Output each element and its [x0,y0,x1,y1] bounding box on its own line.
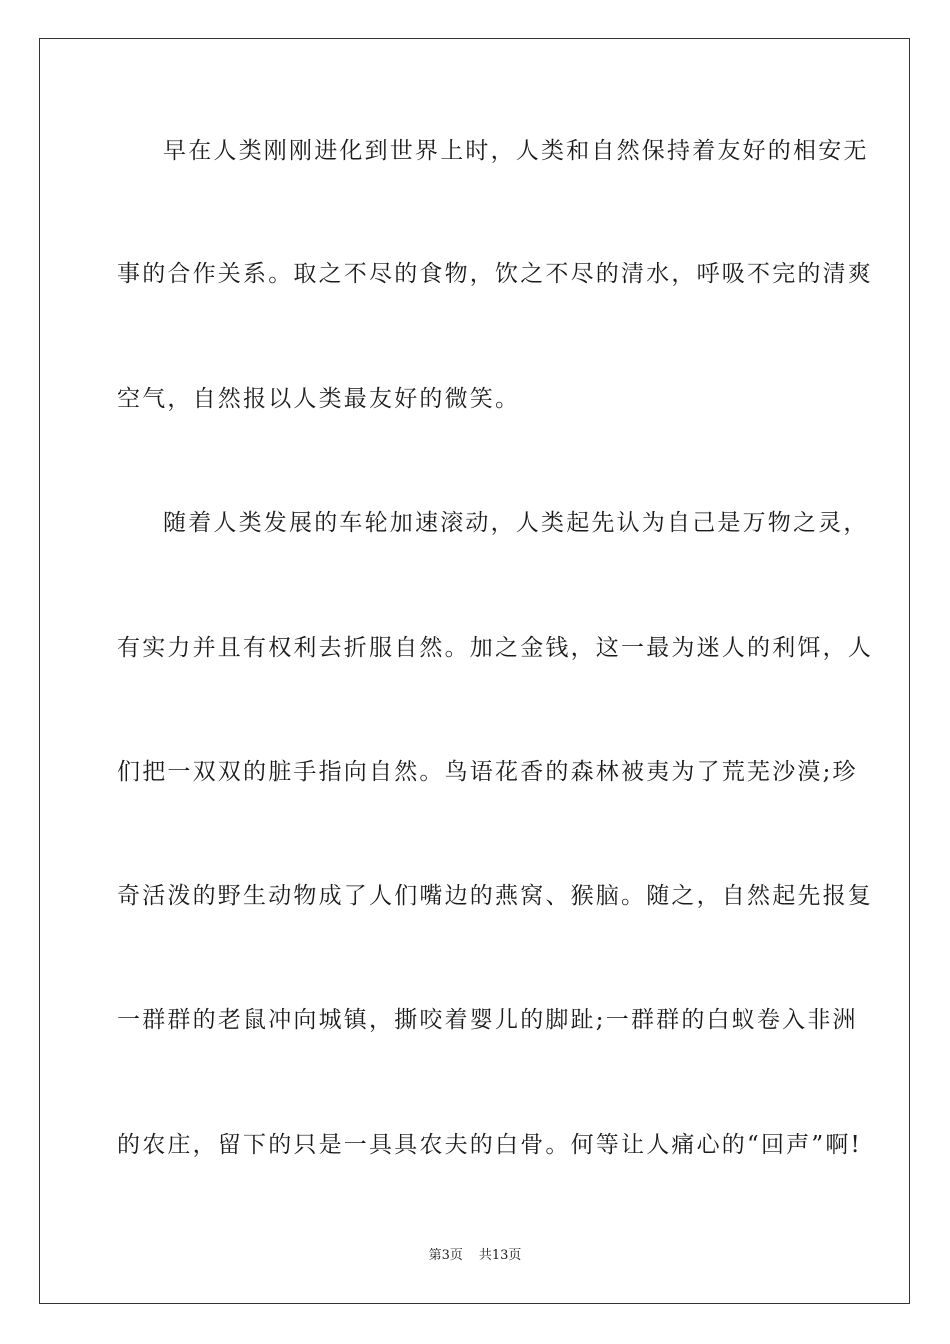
paragraph-1-line-1: 早在人类刚刚进化到世界上时，人类和自然保持着友好的相安无 [163,138,869,164]
page-border [39,38,910,1304]
paragraph-2-line-5: 一群群的老鼠冲向城镇，撕咬着婴儿的脚趾;一群群的白蚁卷入非洲 [117,1007,858,1033]
paragraph-2-line-6: 的农庄，留下的只是一具具农夫的白骨。何等让人痛心的“回声”啊! [117,1132,862,1158]
paragraph-2-line-4: 奇活泼的野生动物成了人们嘴边的燕窝、猴脑。随之，自然起先报复 [117,883,873,909]
page-footer [0,1248,950,1264]
page-total: 共13页 [478,1248,522,1263]
page-number: 第3页 [428,1248,463,1263]
paragraph-2-line-2: 有实力并且有权利去折服自然。加之金钱，这一最为迷人的利饵，人 [117,635,873,661]
paragraph-2-line-1: 随着人类发展的车轮加速滚动，人类起先认为自己是万物之灵， [163,510,869,536]
paragraph-1-line-2: 事的合作关系。取之不尽的食物，饮之不尽的清水，呼吸不完的清爽 [117,261,873,287]
paragraph-1-line-3: 空气，自然报以人类最友好的微笑。 [117,386,521,412]
paragraph-2-line-3: 们把一双双的脏手指向自然。鸟语花香的森林被夷为了荒芜沙漠;珍 [117,759,858,785]
